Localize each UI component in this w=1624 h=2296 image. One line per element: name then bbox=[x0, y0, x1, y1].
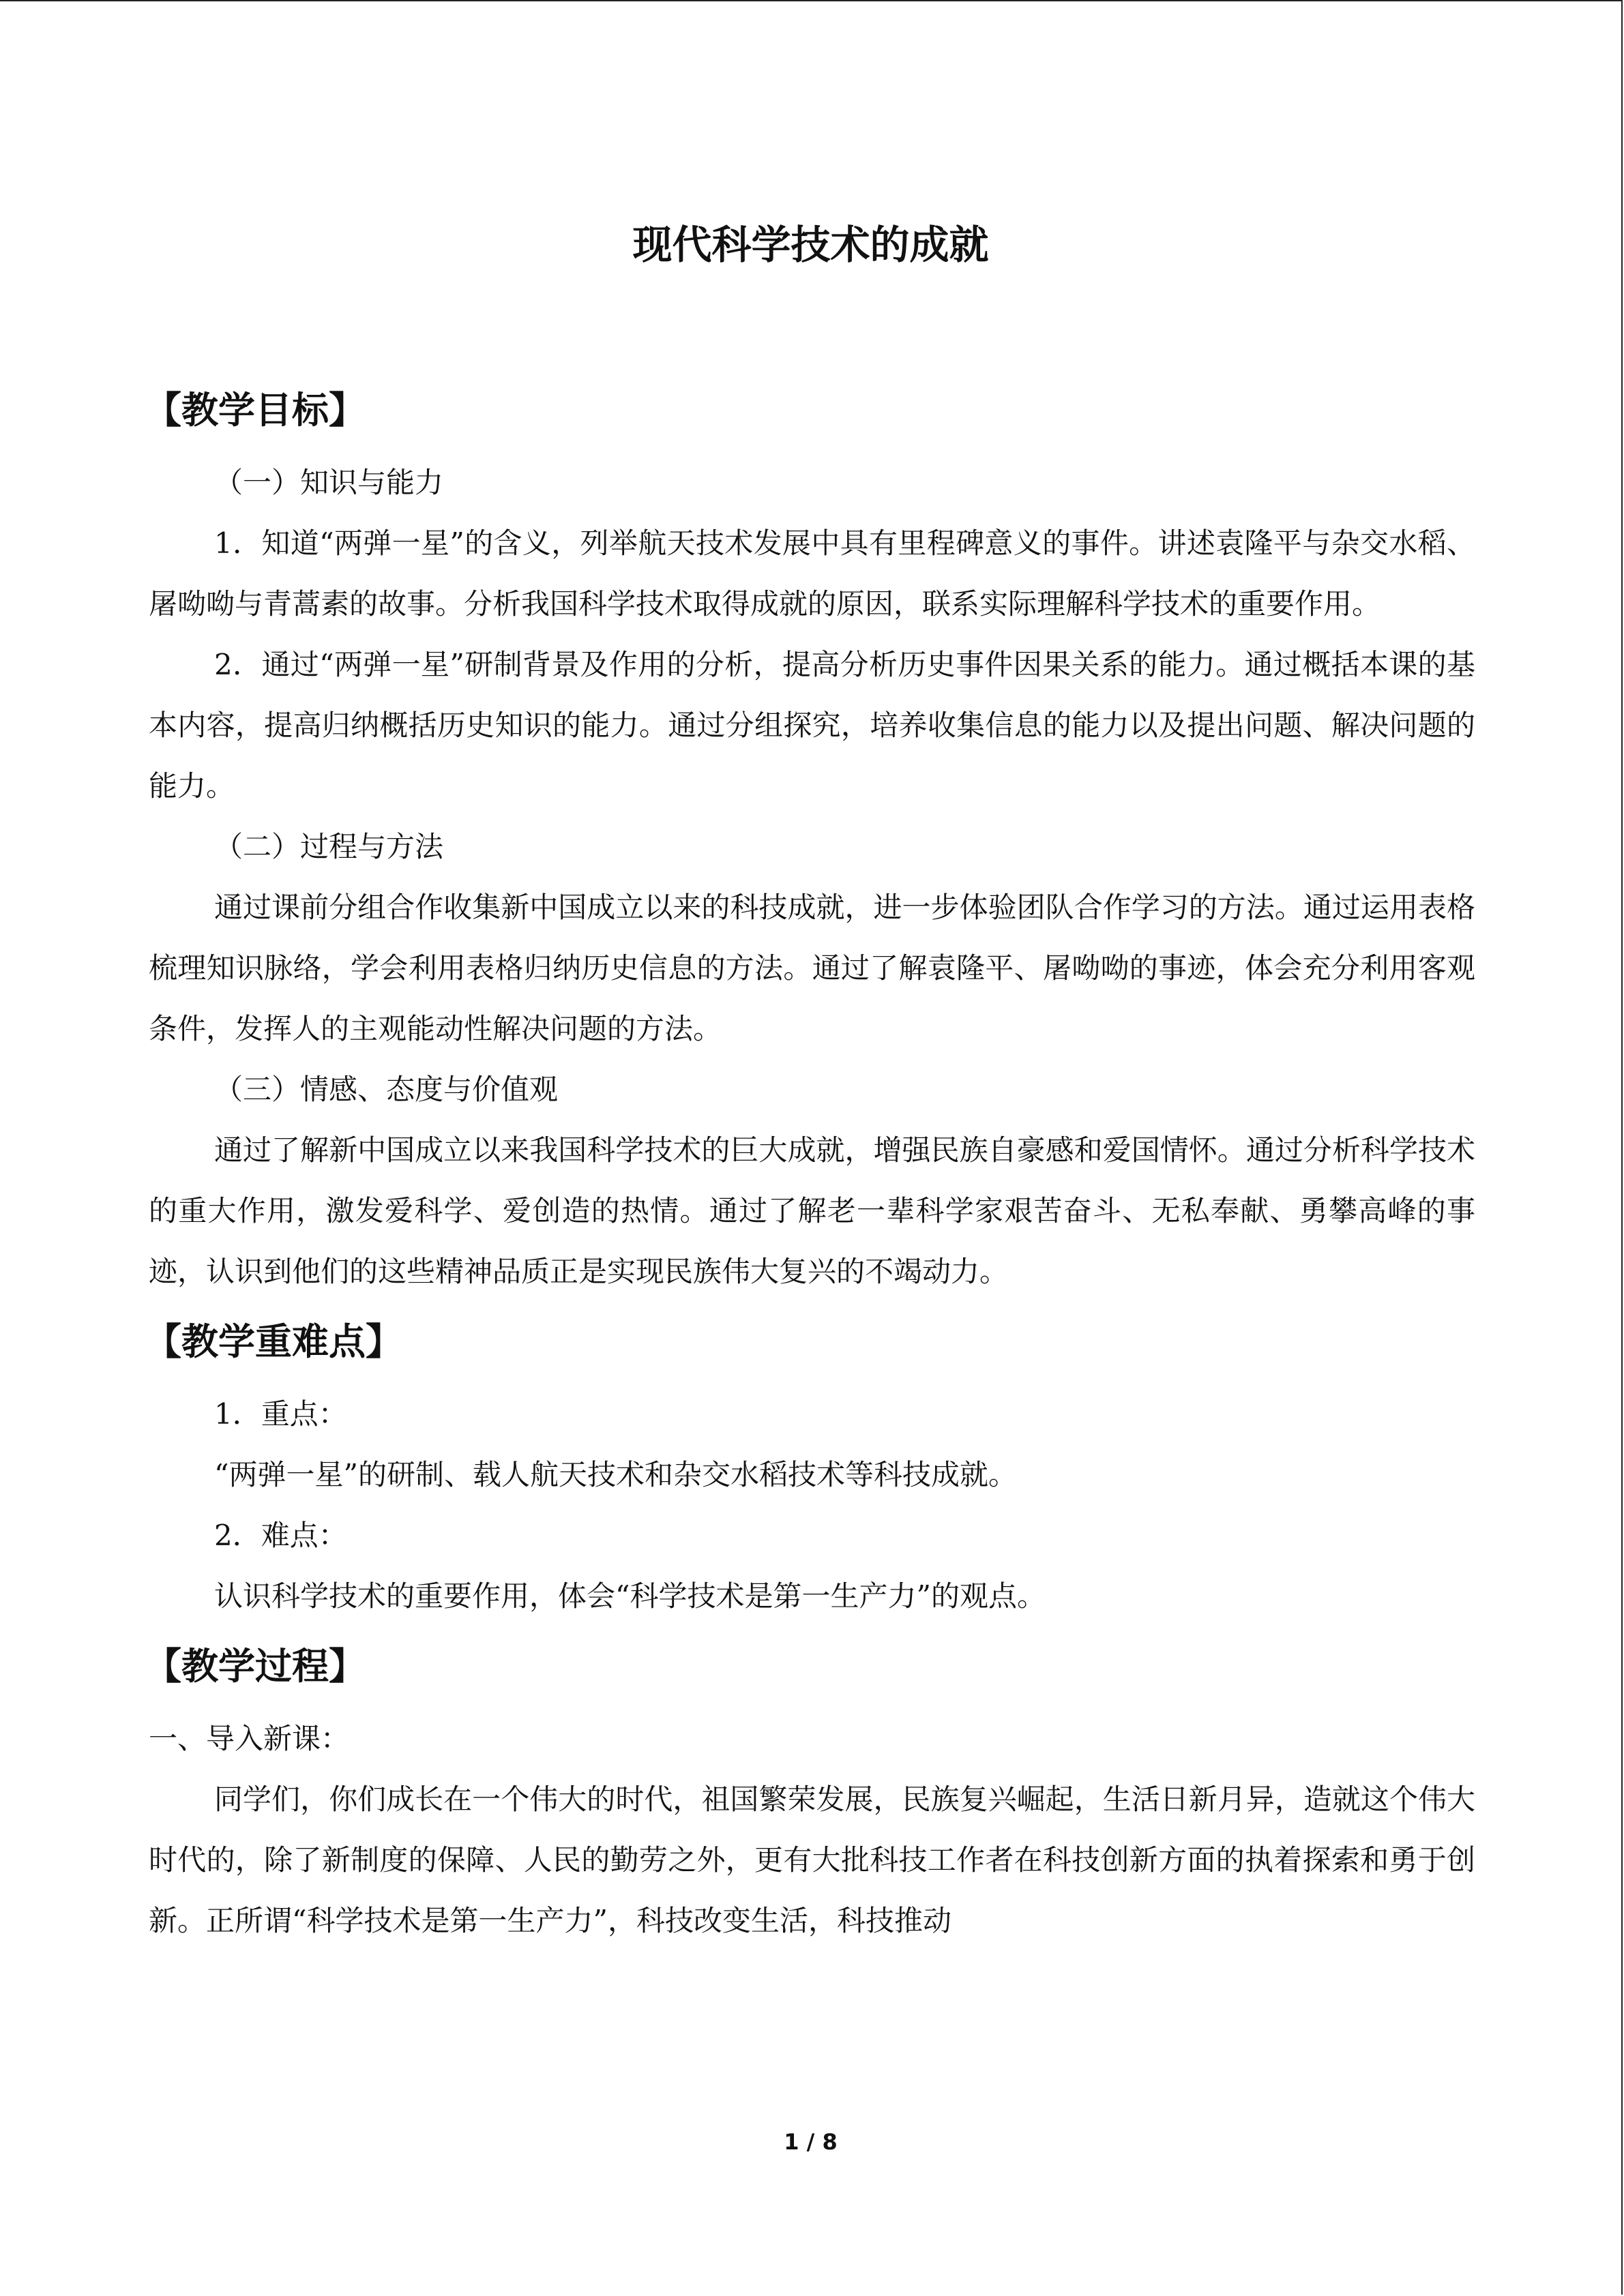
paragraph-objective-1: 1．知道“两弹一星”的含义，列举航天技术发展中具有里程碑意义的事件。讲述袁隆平与杂交水稻、屠呦呦与青蒿素的故事。分析我国科学技术取得成就的原因，联系实际理解科学技术的重要作用。 bbox=[149, 526, 1475, 621]
keypoint-label: 1．重点： bbox=[214, 1397, 347, 1431]
difficulty-text: 认识科学技术的重要作用，体会“科学技术是第一生产力”的观点。 bbox=[214, 1579, 1046, 1613]
subheading-process-method: （二）过程与方法 bbox=[214, 830, 444, 863]
page-number: 1 / 8 bbox=[784, 2129, 838, 2155]
difficulty-label: 2．难点： bbox=[214, 1519, 347, 1552]
section-heading-process: 【教学过程】 bbox=[145, 1645, 366, 1688]
paragraph-process-method: 通过课前分组合作收集新中国成立以来的科技成就，进一步体验团队合作学习的方法。通过运用表格梳理知识脉络，学会利用表格归纳历史信息的方法。通过了解袁隆平、屠呦呦的事迹，体会充分利用客观条件，发挥人的主观能动性解决问题的方法。 bbox=[149, 891, 1475, 1045]
paragraph-emotion-values: 通过了解新中国成立以来我国科学技术的巨大成就，增强民族自豪感和爱国情怀。通过分析科学技术的重大作用，激发爱科学、爱创造的热情。通过了解老一辈科学家艰苦奋斗、无私奉献、勇攀高峰的事迹，认识到他们的这些精神品质正是实现民族伟大复兴的不竭动力。 bbox=[149, 1133, 1475, 1288]
subheading-emotion-values: （三）情感、态度与价值观 bbox=[214, 1073, 559, 1106]
document-title: 现代科学技术的成就 bbox=[632, 222, 989, 268]
paragraph-intro: 同学们，你们成长在一个伟大的时代，祖国繁荣发展，民族复兴崛起，生活日新月异，造就这个伟大时代的，除了新制度的保障、人民的勤劳之外，更有大批科技工作者在科技创新方面的执着探索和勇于创新。正所谓“科学技术是第一生产力”，科技改变生活，科技推动 bbox=[149, 1783, 1475, 1937]
section-heading-objectives: 【教学目标】 bbox=[145, 389, 366, 432]
section-heading-keypoints: 【教学重难点】 bbox=[145, 1320, 402, 1363]
paragraph-objective-2: 2．通过“两弹一星”研制背景及作用的分析，提高分析历史事件因果关系的能力。通过概括本课的基本内容，提高归纳概括历史知识的能力。通过分组探究，培养收集信息的能力以及提出问题、解决问题的能力。 bbox=[149, 648, 1475, 803]
step-intro-label: 一、导入新课： bbox=[149, 1722, 350, 1755]
keypoint-text: “两弹一星”的研制、载人航天技术和杂交水稻技术等科技成就。 bbox=[214, 1458, 1017, 1491]
subheading-knowledge: （一）知识与能力 bbox=[214, 466, 444, 499]
document-body bbox=[145, 380, 1475, 1951]
